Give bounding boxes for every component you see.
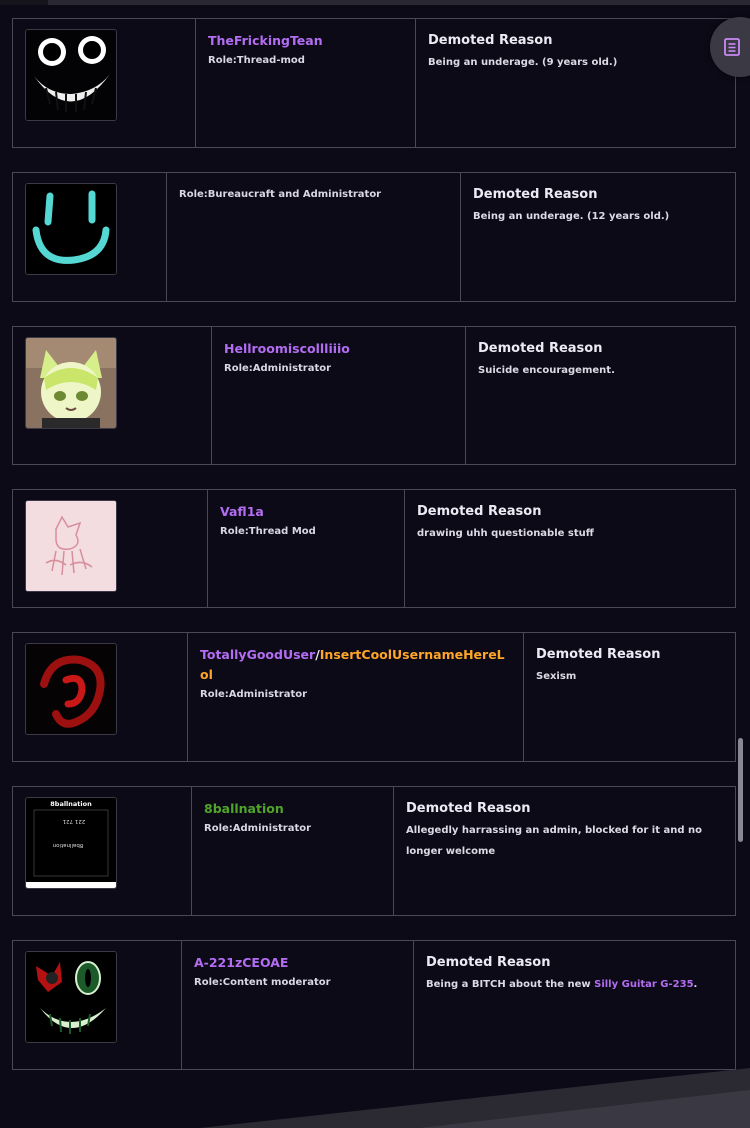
- cyan-smiley-icon: [26, 184, 116, 274]
- reason-title: Demoted Reason: [406, 801, 531, 816]
- red-swirl-icon: [26, 644, 116, 734]
- avatar[interactable]: [25, 500, 117, 592]
- avatar[interactable]: [25, 643, 117, 735]
- avatar-caption: 221 721: [62, 818, 86, 824]
- reason-text: Being a BITCH about the new Silly Guitar G-235.: [426, 979, 698, 990]
- bottom-overlay: [0, 1060, 750, 1128]
- user-role: Role:Thread Mod: [220, 526, 316, 537]
- user-role: Role:Bureaucraft and Administrator: [179, 189, 382, 200]
- username-separator: /: [315, 647, 320, 662]
- reason-title: Demoted Reason: [428, 33, 553, 48]
- demoted-user-card: [12, 786, 736, 916]
- reason-text: Allegedly harrassing an admin, blocked for it and no longer welcome: [406, 825, 702, 857]
- user-role: Role:Administrator: [224, 363, 332, 374]
- username-link[interactable]: TheFrickingTean: [208, 33, 323, 48]
- avatar-caption: 8ballnation: [50, 800, 92, 808]
- user-role: Role:Administrator: [200, 689, 308, 700]
- avatar[interactable]: [25, 29, 117, 121]
- demoted-user-card: [12, 489, 736, 608]
- demoted-user-card: [12, 326, 736, 465]
- pink-sketch-icon: [26, 501, 116, 591]
- reason-text: Being an underage. (12 years old.): [473, 211, 670, 222]
- reason-title: Demoted Reason: [426, 955, 551, 970]
- red-green-face-icon: [26, 952, 116, 1042]
- user-role: Role:Content moderator: [194, 977, 331, 988]
- avatar[interactable]: [25, 183, 117, 275]
- anime-fox-character-icon: [26, 338, 116, 428]
- demoted-user-card: [12, 632, 736, 762]
- avatar-caption: 8ballnation: [52, 842, 84, 848]
- top-bar: [0, 0, 750, 5]
- reason-link[interactable]: Silly Guitar G-235: [594, 979, 694, 990]
- username-link[interactable]: 8ballnation: [204, 801, 284, 816]
- reason-title: Demoted Reason: [473, 187, 598, 202]
- avatar[interactable]: [25, 951, 117, 1043]
- reason-text: Suicide encouragement.: [478, 365, 615, 376]
- username-part-secondary[interactable]: InsertCoolUsernameHereLol: [200, 647, 505, 682]
- 8ballnation-text-icon: [26, 798, 116, 888]
- reason-title: Demoted Reason: [478, 341, 603, 356]
- document-icon: [724, 38, 740, 56]
- white-eyes-grin-icon: [26, 30, 116, 120]
- avatar[interactable]: [25, 797, 117, 889]
- username-link[interactable]: A-221zCEOAE: [194, 955, 289, 970]
- scrollbar-thumb[interactable]: [738, 738, 743, 842]
- username-link[interactable]: Vafl1a: [220, 504, 264, 519]
- demoted-user-card: [12, 18, 736, 148]
- user-role: Role:Thread-mod: [208, 55, 305, 66]
- username-part-primary[interactable]: TotallyGoodUser: [200, 647, 316, 662]
- user-role: Role:Administrator: [204, 823, 312, 834]
- reason-text: drawing uhh questionable stuff: [417, 528, 594, 539]
- username-link[interactable]: [200, 645, 509, 685]
- avatar[interactable]: [25, 337, 117, 429]
- username-link[interactable]: Hellroomiscollliiio: [224, 341, 350, 356]
- demoted-user-card: [12, 940, 736, 1070]
- reason-text: Sexism: [536, 671, 577, 682]
- reason-title: Demoted Reason: [536, 647, 661, 662]
- demoted-user-card: [12, 172, 736, 302]
- reason-title: Demoted Reason: [417, 504, 542, 519]
- reason-text: Being an underage. (9 years old.): [428, 57, 618, 68]
